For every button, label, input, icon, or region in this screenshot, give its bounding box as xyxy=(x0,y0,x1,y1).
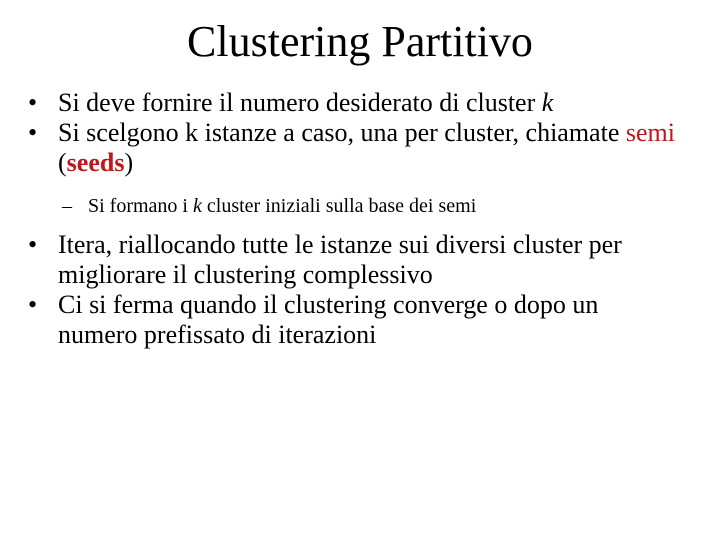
bullet-text: Si deve fornire il numero desiderato di cluster xyxy=(58,88,542,117)
bullet-text: Itera, riallocando tutte le istanze sui diversi cluster per migliorare il clustering complessivo xyxy=(58,230,622,289)
bullet-item xyxy=(0,88,720,118)
bullet-marker: • xyxy=(28,290,38,319)
bullet-item xyxy=(0,230,720,290)
bullet-italic-k: k xyxy=(541,88,554,117)
sub-bullet-text-after: cluster iniziali sulla base dei semi xyxy=(201,195,477,217)
bullet-marker: • xyxy=(28,230,38,259)
bullet-list xyxy=(0,88,720,350)
sub-bullet-italic-k: k xyxy=(193,195,202,217)
dash-marker: – xyxy=(62,195,72,217)
sub-bullet-item xyxy=(0,194,720,218)
highlight-semi: semi xyxy=(625,118,675,147)
highlight-seeds: seeds xyxy=(66,148,125,177)
sub-bullet-text-before: Si formano i xyxy=(88,195,193,217)
slide-title: Clustering Partitivo xyxy=(187,17,533,66)
open-paren: ( xyxy=(58,148,67,177)
close-paren: ) xyxy=(124,148,134,177)
bullet-item xyxy=(0,290,720,350)
bullet-marker: • xyxy=(28,88,38,117)
bullet-marker: • xyxy=(28,118,38,147)
bullet-item xyxy=(0,118,720,178)
bullet-text: Ci si ferma quando il clustering converge o dopo un numero prefissato di iterazioni xyxy=(58,290,599,349)
bullet-text: Si scelgono k istanze a caso, una per cluster, chiamate xyxy=(58,118,626,147)
